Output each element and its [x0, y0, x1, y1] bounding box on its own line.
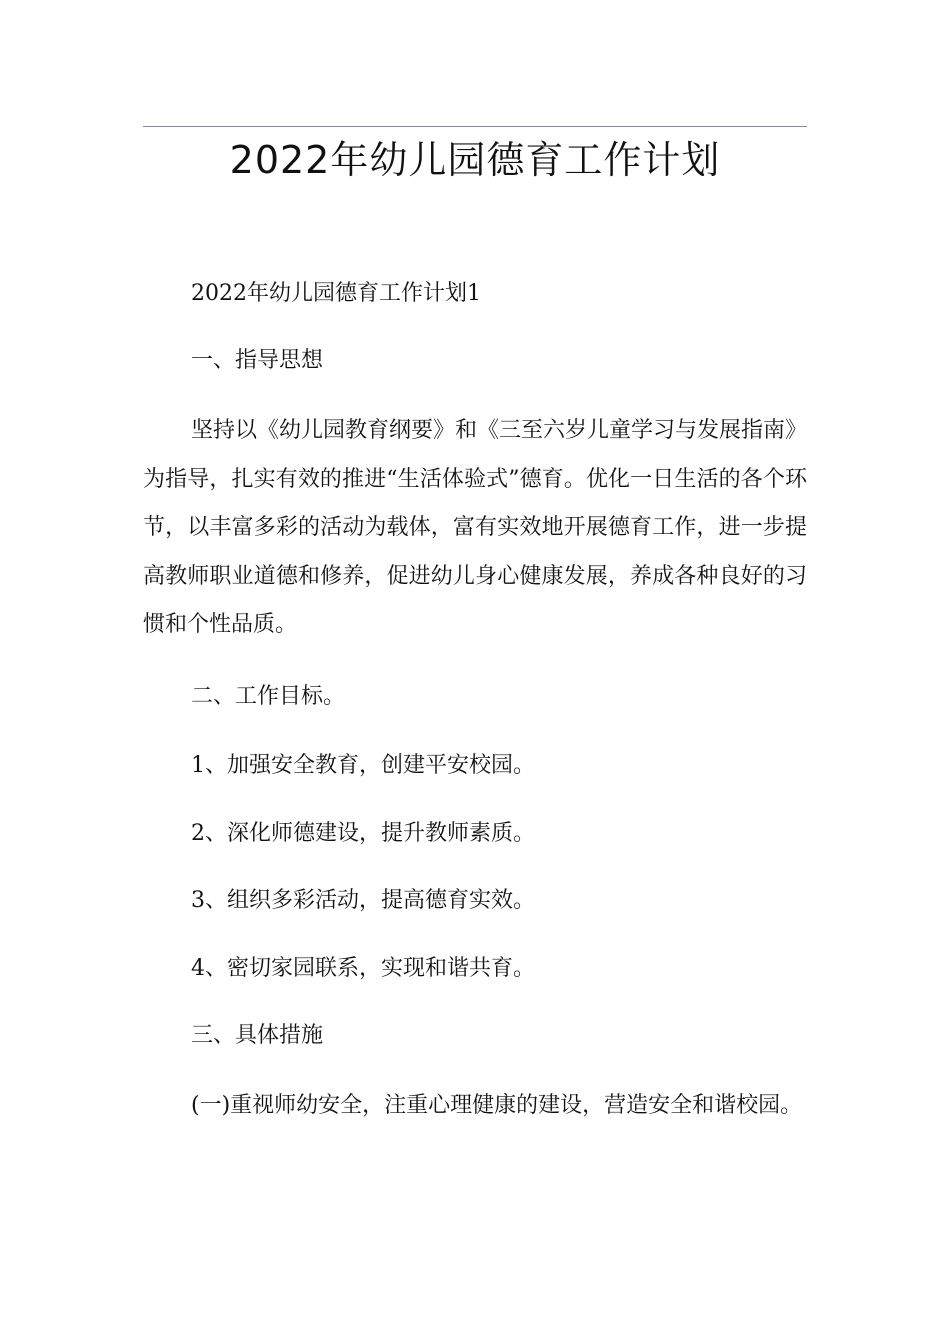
section-heading-measures: 三、具体措施 — [191, 1023, 324, 1048]
section-heading-guiding-ideology: 一、指导思想 — [191, 348, 324, 373]
document-subtitle: 2022年幼儿园德育工作计划1 — [191, 281, 481, 306]
goal-item-1: 1、加强安全教育，创建平安校园。 — [191, 753, 535, 778]
document-title: 2022年幼儿园德育工作计划 — [229, 138, 721, 182]
measure-item-1: (一)重视师幼安全，注重心理健康的建设，营造安全和谐校园。 — [191, 1093, 803, 1118]
header-rule — [143, 126, 807, 127]
section-heading-work-goals: 二、工作目标。 — [191, 684, 346, 709]
goal-item-4: 4、密切家园联系，实现和谐共育。 — [191, 956, 535, 981]
goal-item-3: 3、组织多彩活动，提高德育实效。 — [191, 888, 535, 913]
paragraph-guiding-ideology: 坚持以《幼儿园教育纲要》和《三至六岁儿童学习与发展指南》为指导，扎实有效的推进“生活体验式”德育。优化一日生活的各个环节，以丰富多彩的活动为载体，富有实效地开展德育工作，进一步提高教师职业道德和修养，促进幼儿身心健康发展，养成各种良好的习惯和个性品质。 — [143, 418, 808, 637]
goal-item-2: 2、深化师德建设，提升教师素质。 — [191, 821, 535, 846]
